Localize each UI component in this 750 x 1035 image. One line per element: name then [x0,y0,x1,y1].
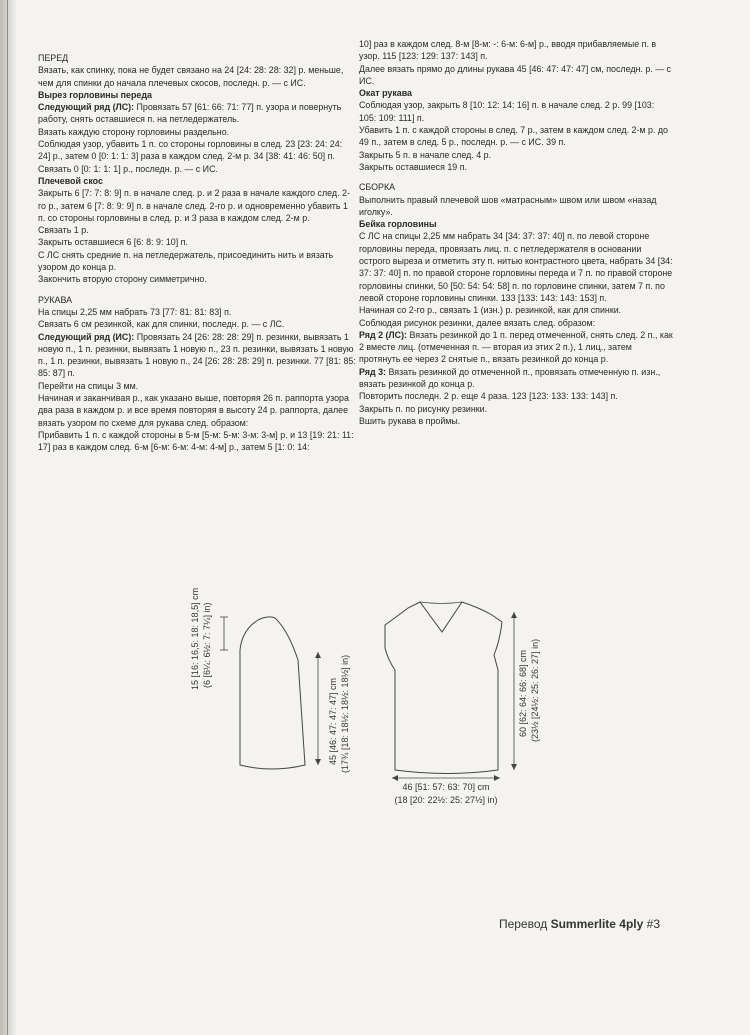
paragraph-text: Закончить вторую сторону симметрично. [38,274,207,285]
paragraph [359,403,673,415]
paragraph [38,138,356,163]
paragraph [359,194,673,219]
body-outline [385,602,502,774]
paragraph [359,99,673,124]
paragraph-text: Соблюдая узор, закрыть 8 [10: 12: 14: 16] п. в начале след. 2 р. 99 [103: 105: 109: 111] п. [359,100,655,123]
sleeve-length-label-in: (17¾ [18: 18½: 18½: 18½] in) [340,654,350,773]
paragraph-text: Соблюдая узор, убавить 1 п. со стороны горловины в след. 23 [23: 24: 24: 24] р., затем 0 [0: 1: 1: 3] раза в каждом след. 2-м р. 34 [38: 41: 46: 50] п. [38,139,343,162]
paragraph [38,331,356,380]
footer-prefix: Перевод [498,917,551,931]
section-heading-text: ПЕРЕД [38,53,69,63]
body-length-label-cm: 60 [62: 64: 66: 68] cm [518,649,528,737]
paragraph [38,187,356,224]
paragraph [38,126,356,138]
paragraph [359,124,673,149]
paragraph-lead: Ряд 3: [359,366,386,377]
section-heading [38,52,356,64]
sleeve-cap-label-in: (6 [6¼: 6½: 7: 7¼] in) [202,602,212,688]
body-width-label-in: (18 [20: 22½: 25: 27½] in) [394,795,498,805]
paragraph-text: Связать 0 [0: 1: 1: 1] р., последн. р. — с ИС. [38,163,218,174]
schematic [180,560,570,820]
paragraph-text: Закрыть п. по рисунку резинки. [359,403,488,414]
subsection-heading [38,89,356,101]
paragraph-text: Закрыть оставшиеся 19 п. [359,161,467,172]
paragraph [38,306,356,318]
paragraph [38,318,356,330]
paragraph [38,101,356,126]
sleeve-outline [240,617,305,769]
section-heading [38,294,356,306]
body-length-label-in: (23½ [24½: 25: 26: 27] in) [530,638,540,742]
paragraph [359,366,673,391]
paragraph-text: Начиная со 2-го р., связать 1 (изн.) р. резинкой, как для спинки. [359,305,622,316]
subsection-heading-text: Бейка горловины [359,219,437,230]
section-heading [359,181,673,193]
paragraph-text: Далее вязать прямо до длины рукава 45 [46: 47: 47: 47] см, последн. р. — с ИС. [359,63,671,86]
paragraph-text: Вязать резинкой до 1 п. перед отмеченной, снять след. 2 п., как 2 вместе лиц. (отмеченная п. — вторая из этих 2 п.), 1 лиц., затем протянуть ее через 2 снятые п., вязать резинкой до конца р. [359,329,673,365]
paragraph-text: На спицы 2,25 мм набрать 73 [77: 81: 81: 83] п. [38,306,232,317]
paragraph-text: С ЛС снять средние п. на петледержатель, присоединить нить и вязать узором до конца р. [38,249,334,273]
paragraph-text: Повторить последн. 2 р. еще 4 раза. 123 [123: 133: 133: 143] п. [359,391,618,402]
paragraph-text: Прибавить 1 п. с каждой стороны в 5-м [5-м: 5-м: 3-м: 3-м] р. и 13 [19: 21: 11: 17] раз в каждом след. 6-м [6-м: 6-м: 4-м: 4-м] р., затем 5 [1: 0: 14: [38,429,354,453]
footer-title: Summerlite 4ply [550,917,644,931]
paragraph-text: Соблюдая рисунок резинки, далее вязать след. образом: [359,317,596,328]
paragraph-text: Вязать, как спинку, пока не будет связано на 24 [24: 28: 28: 32] р. меньше, чем для спинки до начала плечевых скосов, последн. р. — с ИС. [38,65,344,88]
paragraph-text: Провязать 24 [26: 28: 28: 29] п. резинки, вывязать 1 новую п., 1 п. резинки, вывязать 1 новую п., 23 п. резинки, вывязать 1 новую п., 1 п. резинки, вывязать 1 новую п., 24 [26: 28: 28: 29] п. резинки. 77 [81: 85: 85: 87] п. [38,331,356,379]
paragraph-text: 10] раз в каждом след. 8-м [8-м: -: 6-м: 6-м] р., вводя прибавляемые п. в узор. 115 [123: 129: 137: 143] п. [359,39,657,62]
paragraph [38,163,356,175]
paragraph-text: Выполнить правый плечевой шов «матрасным» швом или швом «назад иголку». [359,194,657,217]
paragraph-text: Убавить 1 п. с каждой стороны в след. 7 р., затем в каждом след. 2-м р. до 49 п., затем в след. 5 р., последн. р. — с ИС. 39 п. [359,125,668,148]
paragraph [359,149,673,161]
footer-number: #3 [646,917,660,931]
paragraph-text: Закрыть 6 [7: 7: 8: 9] п. в начале след. р. и 2 раза в начале каждого след. 2-го р., затем 6 [7: 8: 9: 9] п. в начале след. 2-го р. и одновременно убавить 1 п. со стороны горловины в след. р. и 3 раза в каждом след. 2-м р. [38,188,350,223]
paragraph [38,236,356,248]
paragraph [38,249,356,274]
schematic-drawing [180,560,570,820]
subsection-heading-text: Вырез горловины переда [38,89,152,100]
paragraph [38,224,356,236]
paragraph-lead: Следующий ряд (ЛС): [38,102,135,113]
sleeve-length-label-cm: 45 [46: 47: 47: 47] cm [328,677,338,765]
subsection-heading [38,175,356,187]
paragraph-text: Закрыть оставшиеся 6 [6: 8: 9: 10] п. [38,237,188,248]
paragraph [38,380,356,392]
paragraph-lead: Следующий ряд (ИС): [38,331,135,342]
paragraph-text: Вязать каждую сторону горловины раздельно. [38,126,230,137]
paragraph [359,317,673,329]
paragraph-text: Закрыть 5 п. в начале след. 4 р. [359,149,492,160]
section-heading-text: СБОРКА [359,182,396,193]
binding-edge [7,0,8,1035]
subsection-heading [359,218,673,230]
subsection-heading-text: Плечевой скос [38,175,103,186]
sleeve-cap-label-cm: 15 [16: 16,5: 18: 18,5] cm [190,587,200,690]
paragraph [38,392,356,429]
left-column [38,52,356,454]
paragraph [359,390,673,402]
paragraph-text: Связать 6 см резинкой, как для спинки, последн. р. — с ЛС. [38,319,285,330]
paragraph [359,415,673,427]
paragraph-text: Провязать 57 [61: 66: 71: 77] п. узора и повернуть работу, снять оставшиеся п. на петледержатель. [38,102,342,125]
paragraph-text: Вшить рукава в проймы. [359,415,461,426]
book-binding [0,0,16,1035]
subsection-heading [359,87,673,99]
paragraph-text: Начиная и заканчивая р., как указано выше, повторяя 26 п. раппорта узора два раза в каждом р. и все время повторяя в высоту 24 р. раппорта, далее вязать узором по схеме для рукава след. образом: [38,393,349,428]
paragraph [38,429,356,454]
paragraph [359,63,673,88]
paragraph-text: С ЛС на спицы 2,25 мм набрать 34 [34: 37: 37: 40] п. по левой стороне горловины переда, провязать лиц. п. с петледержателя в основании острого выреза и отметить эту п. нитью контрастного цвета, набрать 34 [34: 37: 37: 40] п. по правой стороне горловины переда и 7 п. по правой стороне горловины спинки, 50 [50: 54: 54: 58] п. по горловине спинки, затем 7 п. по левой стороне горловины спинки. 133 [133: 143: 143: 153] п. [359,231,673,303]
paragraph [359,38,673,63]
paragraph-text: Вязать резинкой до отмеченной п., провязать отмеченную п. изн., вязать резинкой до конца р. [359,366,661,390]
paragraph-text: Связать 1 р. [38,225,89,236]
paragraph [359,304,673,316]
subsection-heading-text: Окат рукава [359,88,412,99]
paragraph [38,64,356,89]
paragraph [359,230,673,304]
right-column [359,38,673,427]
paragraph [38,273,356,285]
paragraph-text: Перейти на спицы 3 мм. [38,380,139,391]
section-heading-text: РУКАВА [38,294,72,305]
paragraph [359,329,673,366]
page-footer [499,917,660,931]
body-width-label-cm: 46 [51: 57: 63: 70] cm [402,782,490,792]
paragraph [359,161,673,173]
paragraph-lead: Ряд 2 (ЛС): [359,329,407,340]
